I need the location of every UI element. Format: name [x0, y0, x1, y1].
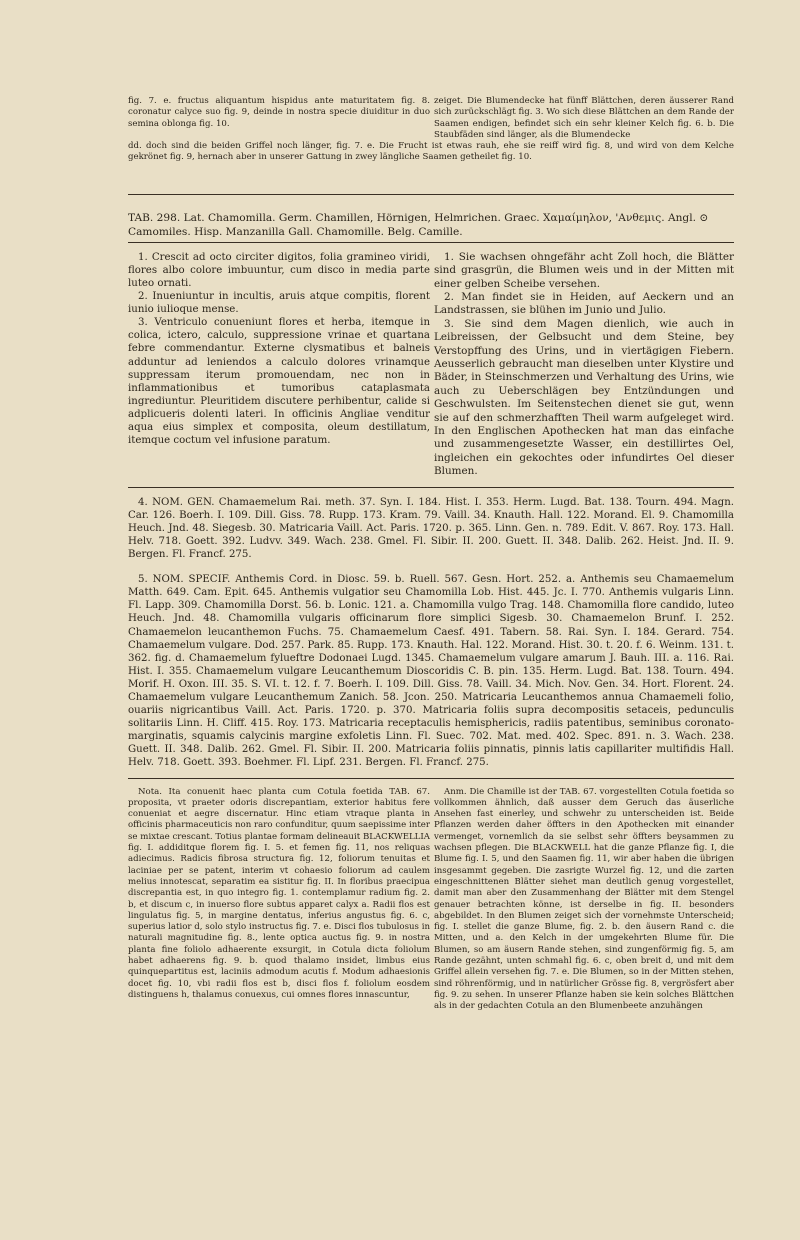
top-full-text: dd. doch sind die beiden Griffel noch länger, fig. 7. e. Die Frucht ist etwas rauh, ehe sie reiff wird fig. 8, und wird von dem Kelche gekrönet fig. 9, hernach aber in unserer Gattung in zwey längliche Saamen getheilet fig. 10.: [128, 141, 734, 163]
latin-para-2: 2. Inueniuntur in incultis, aruis atque compitis, florent iunio iulioque mense.: [128, 291, 430, 316]
latin-para-1: 1. Crescit ad octo circiter digitos, folia gramineo viridi, flores albo colore imbuuntur, cum disco in media parte luteo ornati.: [128, 251, 430, 289]
top-continuation: [128, 96, 734, 141]
german-column: [434, 251, 734, 479]
latin-column: [128, 251, 430, 479]
latin-para-3: 3. Ventriculo conueniunt flores et herba, itemque in colica, ictero, calculo, suppressione vrinae et quartana febre commendantur. Externe clysmatibus et balneis adduntur ad leniendos a calculo dolores vrinamque suppressam iterum promouendam, nec non in inflammationibus et tumoribus cataplasmata ingrediuntur. Pleuritidem discutere perhibentur, calide si adplicueris dolenti lateri. In officinis Angliae venditur aqua eius simplex et composita, oleum destillatum, itemque coctum vel infusione paratum.: [128, 317, 430, 447]
nom-spec-paragraph: 5. NOM. SPECIF. Anthemis Cord. in Diosc. 59. b. Ruell. 567. Gesn. Hort. 252. a. Anthemis seu Chamaemelum Matth. 649. Cam. Epit. 645. Anthemis vulgatior seu Chamomilla Lob. Hist. 445. Jc. I. 770. Anthemis vulgaris Linn. Fl. Lapp. 309. Chamomilla Dorst. 56. b. Lonic. 121. a. Chamomilla vulgo Trag. 148. Chamomilla flore candido, luteo Heuch. Jnd. 48. Chamomilla vulgaris officinarum flore simplici Sigesb. 30. Chamaemelon Brunf. I. 252. Chamaemelon leucanthemon Fuchs. 75. Chamaemelum Caesf. 491. Tabern. 58. Rai. Syn. I. 184. Gerard. 754. Chamaemelum vulgare. Dod. 257. Park. 85. Rupp. 173. Knauth. Hal. 122. Morand. Hist. 30. t. 20. f. 6. Weinm. 131. t. 362. fig. d. Chamaemelum fylueftre Dodonaei Lugd. 1345. Chamaemelum vulgare amarum J. Bauh. III. a. 116. Rai. Hist. I. 355. Chamaemelum vulgare Leucanthemum Dioscoridis C. B. pin. 135. Herm. Lugd. Bat. 138. Tourn. 494. Morif. H. Oxon. III. 35. S. VI. t. 12. f. 7. Boerh. I. 109. Dill. Giss. 78. Vaill. 34. Mich. Nov. Gen. 34. Hort. Florent. 24. Chamaemelum vulgare Leucanthemum Zanich. 58. Jcon. 250. Matricaria Leucanthemos annua Chamaemeli folio, ouariis nigricantibus Vaill. Act. Paris. 1720. p. 370. Matricaria foliis supra decompositis setaceis, pedunculis solitariis Linn. H. Cliff. 415. Roy. 173. Matricaria receptaculis hemisphericis, radiis patentibus, seminibus coronato-marginatis, squamis calycinis margine exfoletis Linn. Fl. Suec. 702. Mat. med. 402. Spec. 891. n. 3. Wach. 238. Guett. II. 348. Dalib. 262. Gmel. Fl. Sibir. II. 200. Matricaria foliis pinnatis, pinnis latis capillariter multifidis Hall. Helv. 718. Goett. 393. Boehmer. Fl. Lipf. 231. Bergen. Fl. Francf. 275.: [128, 574, 734, 769]
german-para-2: 2. Man findet sie in Heiden, auf Aeckern und an Landstrassen, sie blühen im Junio und Julio.: [434, 291, 734, 317]
nota-columns: [128, 787, 734, 1013]
nom-gen-paragraph: 4. NOM. GEN. Chamaemelum Rai. meth. 37. Syn. I. 184. Hist. I. 353. Herm. Lugd. Bat. 138. Tourn. 494. Magn. Car. 126. Boerh. I. 109. Dill. Giss. 78. Rupp. 173. Kram. 79. Vaill. 34. Knauth. Hall. 122. Morand. El. 9. Chamomilla Heuch. Jnd. 48. Siegesb. 30. Matricaria Vaill. Act. Paris. 1720. p. 365. Linn. Gen. n. 789. Edit. V. 867. Roy. 173. Hall. Helv. 718. Goett. 392. Ludvv. 349. Wach. 238. Gmel. Fl. Sibir. II. 200. Guett. II. 348. Dalib. 262. Heist. Jnd. II. 9. Bergen. Fl. Francf. 275.: [128, 496, 734, 561]
top-german-text: zeiget. Die Blumendecke hat fünff Blättchen, deren äusserer Rand sich zurückschlägt fig. 3. Wo sich diese Blättchen an dem Rande der Saamen endigen, befindet sich ein sehr kleiner Kelch fig. 6. b. Die Staubfäden sind länger, als die Blumendecke: [434, 96, 734, 140]
plate-header: TAB. 298. Lat. Chamomilla. Germ. Chamillen, Hörnigen, Helmrichen. Graec. Χαμαίμηλον, 'Ανθεμις. Angl. ⊙ Camomiles. Hisp. Manzanilla Gall. Chamomille. Belg. Camille.: [128, 211, 709, 238]
nota-latin: Nota. Ita conuenit haec planta cum Cotula foetida TAB. 67. proposita, vt praeter odoris discrepantiam, exterior habitus fere conueniat et aegre discernatur. Hinc etiam vtraque planta in officinis pharmaceuticis non raro confunditur, quum saepissime inter se mixtae crescant. Totius plantae formam delineauit BLACKWELLIA fig. I. addiditque florem fig. I. 5. et femen fig. 11, nos reliquas adiecimus. Radicis fibrosa structura fig. 12, foliorum tenuitas et laciniae per se patent, interim vt cohaesio foliorum ad caulem melius innotescat, separatim ea sistitur fig. II. In floribus praecipua discrepantia est, in quo integro fig. 1. contemplamur radium fig. 2. b, et discum c, in inuerso flore subtus apparet calyx a. Radii flos est lingulatus fig. 5, in margine dentatus, inferius angustus fig. 6. c, superius latior d, solo stylo instructus fig. 7. e. Disci flos tubulosus in naturali magnitudine fig. 8., lente optica auctus fig. 9. in nostra planta fine foliolo adhaerente exsurgit, in Cotula dicta foliolum habet adhaerens fig. 9. b. quod thalamo insidet, limbus eius quinquepartitus est, laciniis admodum acutis f. Modum adhaesionis docet fig. 10, vbi radii flos est b, disci flos f. foliolum eosdem distinguens h, thalamus conuexus, cui omnes flores innascuntur,: [128, 786, 430, 1000]
description-columns: [128, 251, 734, 479]
german-para-1: 1. Sie wachsen ohngefähr acht Zoll hoch, die Blätter sind grasgrün, die Blumen weis und in der Mitten mit einer gelben Scheibe versehen.: [434, 250, 734, 290]
nota-german: Anm. Die Chamille ist der TAB. 67. vorgestellten Cotula foetida so vollkommen ähnlich, daß ausser dem Geruch das äuserliche Ansehen fast einerley, und schwehr zu unterscheiden ist. Beide Pflanzen werden daher öffters in den Apothecken mit einander vermenget, vornemlich da sie selbst sehr öffters beysammen zu wachsen pflegen. Die BLACKWELL hat die ganze Pflanze fig. I, die Blume fig. I. 5, und den Saamen fig. 11, wir aber haben die übrigen insgesammt gegeben. Die zasrigte Wurzel fig. 12, und die zarten eingeschnittenen Blätter siehet man deutlich genug vorgestellet, damit man aber den Zusammenhang der Blätter mit dem Stengel genauer betrachten könne, ist derselbe in fig. II. besonders abgebildet. In den Blumen zeiget sich der vornehmste Unterscheid; fig. I. stellet die ganze Blume, fig. 2. b. den äusern Rand c. die Mitten, und a. den Kelch in der umgekehrten Blume für. Die Blumen, so am äusern Rande stehen, sind zungenförmig fig. 5, am Rande gezähnt, unten schmahl fig. 6. c, oben breit d, und mit dem Griffel allein versehen fig. 7. e. Die Blumen, so in der Mitten stehen, sind röhrenförmig, und in natürlicher Grösse fig. 8, vergrösfert aber fig. 9. zu sehen. In unserer Pflanze haben sie kein solches Blättchen als in der gedachten Cotula an den Blumenbeete anzuhängen: [434, 786, 734, 1012]
german-para-3: 3. Sie sind dem Magen dienlich, wie auch in Leibreissen, der Gelbsucht und dem Steine, bey Verstopffung des Urins, und in viertägigen Fiebern. Aeusserlich gebraucht man dieselben unter Klystire und Bäder, in Steinschmerzen und Verhaltung des Urins, wie auch zu Ueberschlägen bey Entzündungen und Geschwulsten. Im Seitenstechen dienet sie gut, wenn sie auf den schmerzhafften Theil warm aufgeleget wird. In den Englischen Apothecken hat man das einfache und zusammengesetzte Wasser, ein destillirtes Oel, ingleichen ein gekochtes oder infundirtes Oel dieser Blumen.: [434, 317, 734, 478]
top-latin-text: fig. 7. e. fructus aliquantum hispidus ante maturitatem fig. 8. coronatur calyce suo fig. 9, deinde in nostra specie diuiditur in duo semina oblonga fig. 10.: [128, 96, 430, 129]
